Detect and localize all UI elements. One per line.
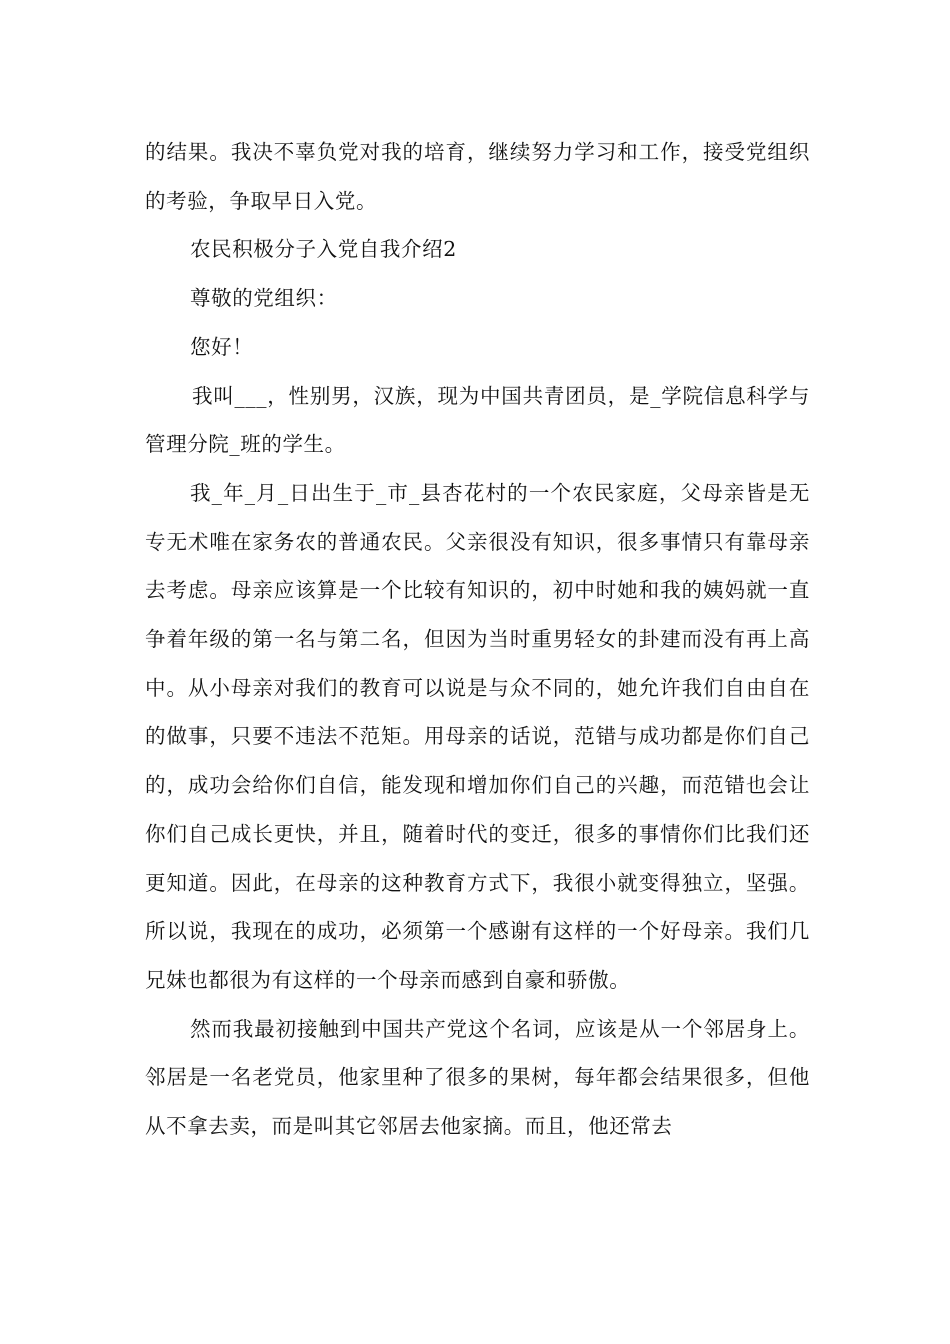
- greeting: 您好！: [190, 334, 254, 359]
- paragraph-continuation: 的结果。我决不辜负党对我的培育，继续努力学习和工作，接受党组织的考验，争取早日入党。: [145, 140, 810, 213]
- section-heading: 农民积极分子入党自我介绍2: [190, 237, 457, 262]
- document-body: [145, 128, 810, 1151]
- paragraph-family: 我_年_月_日出生于_市_县杏花村的一个农民家庭，父母亲皆是无专无术唯在家务农的普通农民。父亲很没有知识，很多事情只有靠母亲去考虑。母亲应该算是一个比较有知识的，初中时她和我的姨妈就一直争着年级的第一名与第二名，但因为当时重男轻女的卦建而没有再上高中。从小母亲对我们的教育可以说是与众不同的，她允许我们自由自在的做事，只要不违法不范矩。用母亲的话说，范错与成功都是你们自己的，成功会给你们自信，能发现和增加你们自己的兴趣，而范错也会让你们自己成长更快，并且，随着时代的变迁，很多的事情你们比我们还更知道。因此，在母亲的这种教育方式下，我很小就变得独立，坚强。所以说，我现在的成功，必须第一个感谢有这样的一个好母亲。我们几兄妹也都很为有这样的一个母亲而感到自豪和骄傲。: [145, 480, 810, 992]
- salutation: 尊敬的党组织：: [190, 286, 338, 311]
- paragraph-intro: 我叫___，性别男，汉族，现为中国共青团员，是_学院信息科学与管理分院_班的学生。: [145, 383, 810, 457]
- paragraph-neighbor: 然而我最初接触到中国共产党这个名词，应该是从一个邻居身上。邻居是一名老党员，他家里种了很多的果树，每年都会结果很多，但他从不拿去卖，而是叫其它邻居去他家摘。而且，他还常去: [145, 1016, 810, 1139]
